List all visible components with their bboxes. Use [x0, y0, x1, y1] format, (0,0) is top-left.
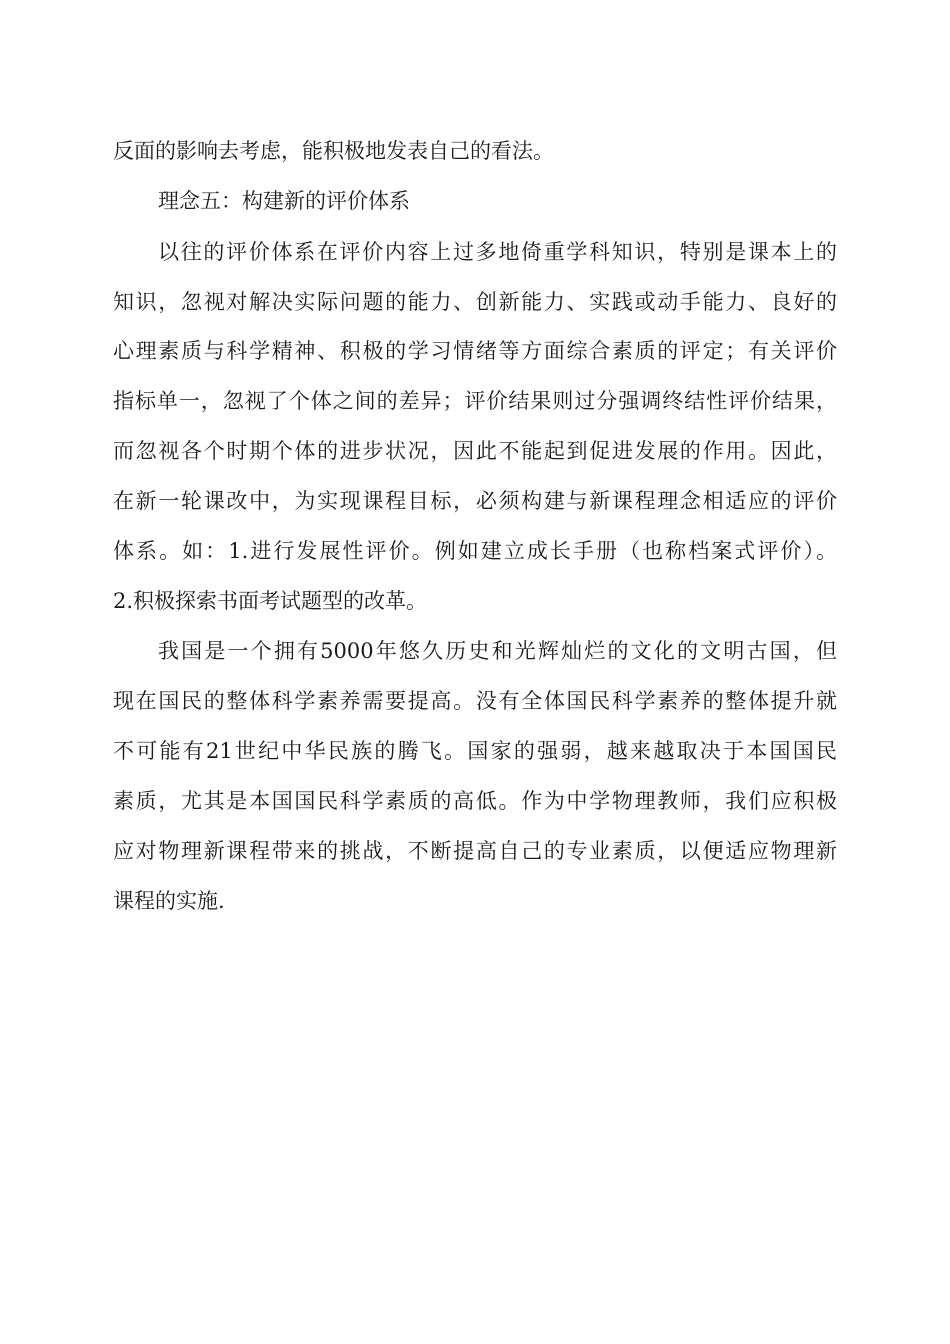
text-line: 现在国民的整体科学素养需要提高。没有全体国民科学素养的整体提升就	[113, 689, 837, 713]
text-line: 知识，忽视对解决实际问题的能力、创新能力、实践或动手能力、良好的	[113, 290, 837, 314]
text-line: 我国是一个拥有5000年悠久历史和光辉灿烂的文化的文明古国，但	[158, 639, 837, 663]
text-line: 反面的影响去考虑，能积极地发表自己的看法。	[113, 139, 554, 163]
text-line: 而忽视各个时期个体的进步状况，因此不能起到促进发展的作用。因此，	[113, 439, 837, 463]
text-line: 体系。如：1.进行发展性评价。例如建立成长手册（也称档案式评价）。	[113, 539, 837, 563]
text-line: 在新一轮课改中，为实现课程目标，必须构建与新课程理念相适应的评价	[113, 489, 837, 513]
text-line: 2.积极探索书面考试题型的改革。	[113, 589, 428, 613]
text-line: 指标单一，忽视了个体之间的差异；评价结果则过分强调终结性评价结果，	[113, 389, 837, 413]
text-line: 心理素质与科学精神、积极的学习情绪等方面综合素质的评定；有关评价	[113, 339, 837, 363]
section-heading: 理念五：构建新的评价体系	[158, 189, 410, 213]
text-line: 应对物理新课程带来的挑战，不断提高自己的专业素质，以便适应物理新	[113, 839, 837, 863]
text-line: 素质，尤其是本国国民科学素质的高低。作为中学物理教师，我们应积极	[113, 789, 837, 813]
text-line: 课程的实施.	[113, 889, 225, 913]
text-line: 以往的评价体系在评价内容上过多地倚重学科知识，特别是课本上的	[158, 240, 837, 264]
text-line: 不可能有21世纪中华民族的腾飞。国家的强弱，越来越取决于本国国民	[113, 739, 837, 763]
